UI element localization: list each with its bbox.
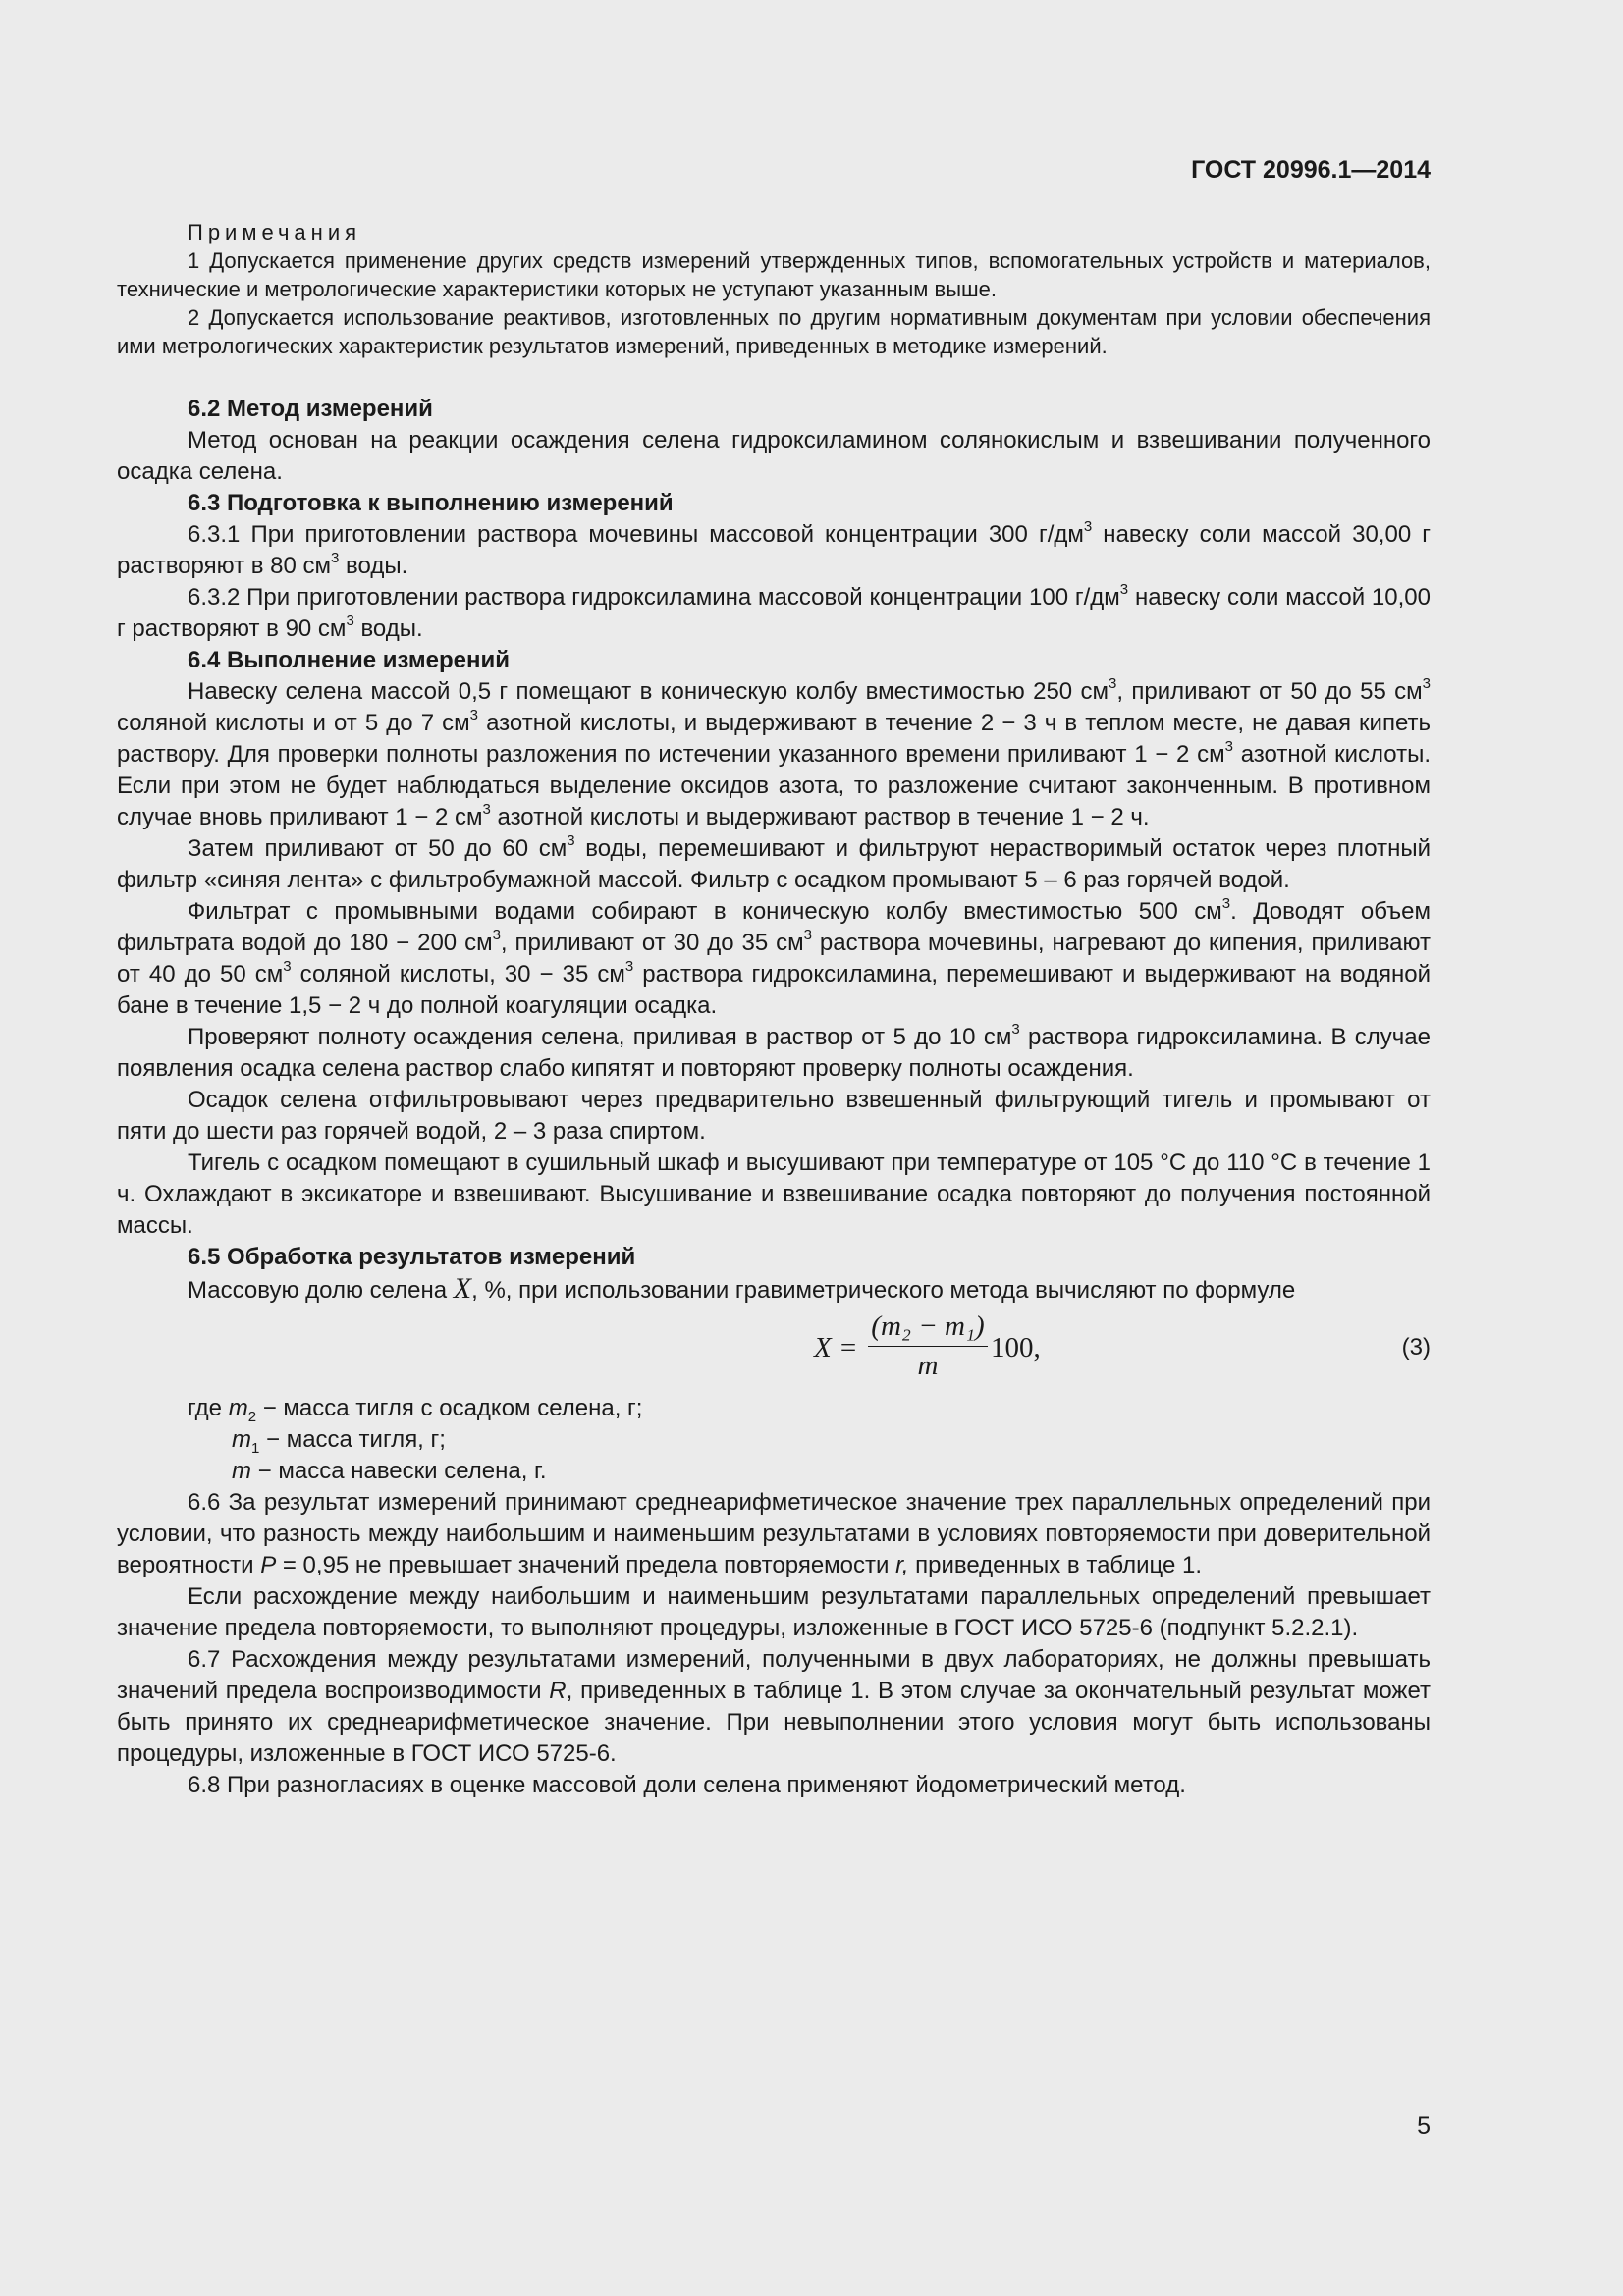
legend-m2: где $m_2$ − масса тигля с осадком селена, г; — [188, 1395, 643, 1425]
paragraph-6-6: 6.6 За результат измерений принимают среднеарифметическое значение трех параллельных определений при условии, что разность между наибольшим и наименьшим результатами в условиях повторяемости при доверительной вероятности P = 0,95 не превышает значений предела повторяемости r, приведенных в таблице 1. — [117, 1489, 1431, 1578]
paragraph-6-7: 6.7 Расхождения между результатами измерений, полученными в двух лабораториях, не должны превышать значений предела воспроизводимости R, приведенных в таблице 1. В этом случае за окончательный результат может быть принято их среднеарифметическое значение. При невыполнении этого условия могут быть использованы процедуры, изложенные в ГОСТ ИСО 5725-6. — [117, 1646, 1431, 1767]
legend-m: m − масса навески селена, г. — [232, 1458, 547, 1484]
paragraph-6-5-intro: Массовую долю селена X, %, при использовании гравиметрического метода вычисляют по формуле — [188, 1272, 1296, 1305]
paragraph-6-4-6: Тигель с осадком помещают в сушильный шкаф и высушивают при температуре от 105 °С до 110 °С в течение 1 ч. Охлаждают в эксикаторе и взвешивают. Высушивание и взвешивание осадка повторяют до получения постоянной массы. — [117, 1149, 1431, 1239]
formula-3 — [117, 1308, 1431, 1393]
formula-lhs: X = — [814, 1332, 858, 1363]
paragraph-6-4-5: Осадок селена отфильтровывают через предварительно взвешенный фильтрующий тигель и промывают от пяти до шести раз горячей водой, 2 – 3 раза спиртом. — [117, 1087, 1431, 1145]
paragraph-6-8: 6.8 При разногласиях в оценке массовой доли селена применяют йодометрический метод. — [188, 1772, 1186, 1798]
paragraph-6-3-2: 6.3.2 При приготовлении раствора гидроксиламина массовой концентрации 100 $г/дм^3$ навеску соли массой 10,00 г растворяют в 90 $см^3$ воды. — [117, 581, 1431, 642]
formula-fraction — [868, 1308, 988, 1382]
paragraph-6-6-2: Если расхождение между наибольшим и наименьшим результатами параллельных определений превышает значение предела повторяемости, то выполняют процедуры, изложенные в ГОСТ ИСО 5725-6 (подпункт 5.2.2.1). — [117, 1583, 1431, 1641]
section-6-2-text: Метод основан на реакции осаждения селена гидроксиламином солянокислым и взвешивании полученного осадка селена. — [117, 427, 1431, 485]
legend-m1: $m_1$ − масса тигля, г; — [232, 1426, 446, 1457]
formula-legend — [117, 1393, 1431, 1487]
section-6-4-heading: 6.4 Выполнение измерений — [188, 647, 510, 673]
paragraph-6-4-1: Навеску селена массой 0,5 г помещают в коническую колбу вместимостью 250 $см^3$, приливают от 50 до 55 $см^3$ соляной кислоты и от 5 до 7 $см^3$ азотной кислоты, и выдерживают в течение 2 − 3 ч в теплом месте, не давая кипеть раствору. Для проверки полноты разложения по истечении указанного времени приливают 1 − 2 $см^3$ азотной кислоты. Если при этом не будет наблюдаться выделение оксидов азота, то разложение считают законченным. В противном случае вновь приливают 1 − 2 $см^3$ азотной кислоты и выдерживают раствор в течение 1 − 2 ч. — [117, 675, 1432, 830]
formula-numerator: (m₂ − m₁) — [871, 1310, 985, 1342]
page-content — [117, 218, 1431, 1801]
formula-multiplier: 100, — [991, 1332, 1041, 1363]
note-2: 2 Допускается использование реактивов, изготовленных по другим нормативным документам при условии обеспечения ими метрологических характеристик результатов измерений, приведенных в методике измерений. — [117, 305, 1431, 358]
paragraph-6-4-3: Фильтрат с промывными водами собирают в коническую колбу вместимостью 500 $см^3$. Доводят объем фильтрата водой до 180 − 200 $см^3$, приливают от 30 до 35 $см^3$ раствора мочевины, нагревают до кипения, приливают от 40 до 50 $см^3$ соляной кислоты, 30 − 35 $см^3$ раствора гидроксиламина, перемешивают и выдерживают на водяной бане в течение 1,5 − 2 ч до полной коагуляции осадка. — [117, 895, 1431, 1019]
notes-block — [117, 218, 1431, 360]
paragraph-6-4-2: Затем приливают от 50 до 60 $см^3$ воды, перемешивают и фильтруют нерастворимый остаток через плотный фильтр «синяя лента» с фильтробумажной массой. Фильтр с осадком промывают 5 – 6 раз горячей водой. — [117, 832, 1432, 893]
paragraph-6-3-1: 6.3.1 При приготовлении раствора мочевины массовой концентрации 300 $г/дм^3$ навеску соли массой 30,00 г растворяют в 80 $см^3$ воды. — [117, 518, 1431, 579]
formula-number: (3) — [1401, 1334, 1431, 1361]
paragraph-6-4-4: Проверяют полноту осаждения селена, приливая в раствор от 5 до 10 $см^3$ раствора гидроксиламина. В случае появления осадка селена раствор слабо кипятят и повторяют проверку полноты осаждения. — [117, 1021, 1431, 1082]
section-6-5-heading: 6.5 Обработка результатов измерений — [188, 1244, 636, 1270]
section-6-3-heading: 6.3 Подготовка к выполнению измерений — [188, 490, 674, 516]
section-6-2-heading: 6.2 Метод измерений — [188, 396, 433, 422]
notes-title: Примечания — [188, 220, 362, 244]
document-id-header: ГОСТ 20996.1—2014 — [1191, 156, 1431, 184]
formula-denominator: m — [917, 1350, 939, 1381]
note-1: 1 Допускается применение других средств измерений утвержденных типов, вспомогательных устройств и материалов, технические и метрологические характеристики которых не уступают указанным выше. — [117, 248, 1431, 301]
page-number: 5 — [1417, 2112, 1431, 2140]
